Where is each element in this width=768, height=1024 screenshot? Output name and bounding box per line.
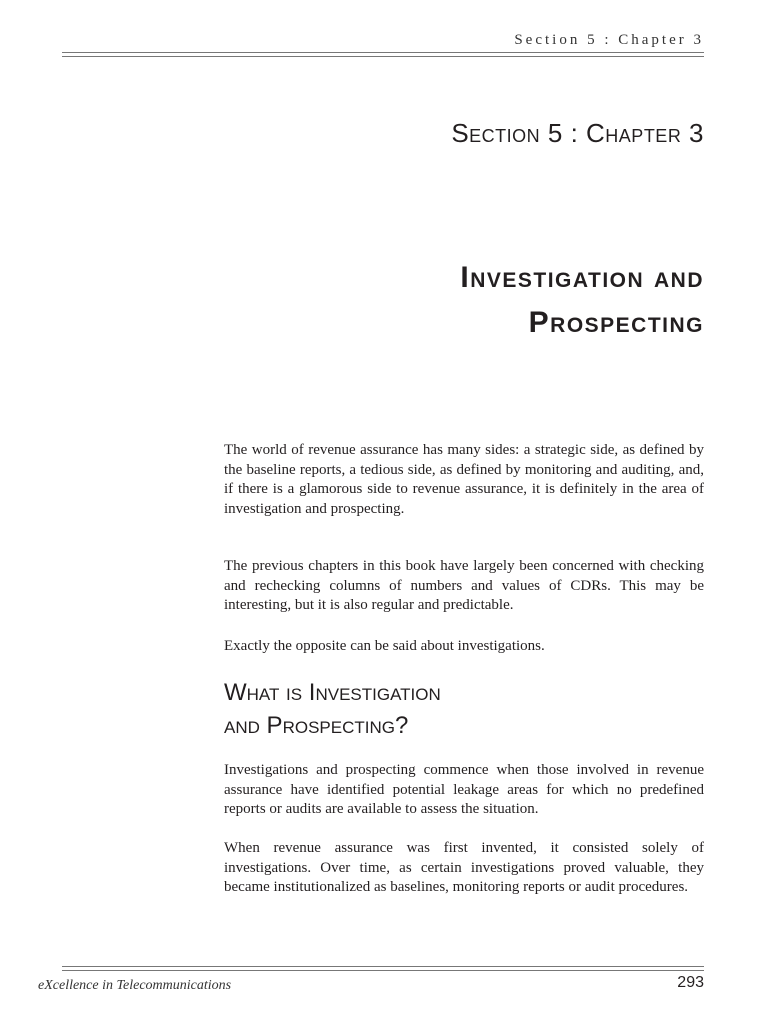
chapter-title <box>204 255 704 345</box>
chapter-title-line-1: Investigation and <box>460 261 704 294</box>
footer-book-title: eXcellence in Telecommunications <box>38 978 232 993</box>
paragraph-text: When revenue assurance was first invented, it consisted solely of investigations. Over time, as certain investigations proved valuable, they became institutionalized as baselines, monitoring reports or audit procedures. <box>224 840 704 895</box>
intro-paragraph-3 <box>224 637 704 657</box>
header-rule <box>62 52 704 57</box>
section-heading-line-1: What is Investigation <box>224 679 441 706</box>
chapter-title-line-2: Prospecting <box>528 306 704 339</box>
section-paragraph-1 <box>224 761 704 820</box>
paragraph-text: The world of revenue assurance has many sides: a strategic side, as defined by the baseline reports, a tedious side, as defined by monitoring and auditing, and, if there is a glamorous side to revenue assurance, it is definitely in the area of investigation and prospecting. <box>224 442 704 517</box>
section-heading <box>224 676 704 742</box>
intro-paragraph-1 <box>224 441 704 519</box>
running-header: Section 5 : Chapter 3 <box>514 32 704 48</box>
chapter-label: Section 5 : Chapter 3 <box>451 118 704 148</box>
section-paragraph-2 <box>224 839 704 898</box>
paragraph-text: Exactly the opposite can be said about investigations. <box>224 638 545 654</box>
paragraph-text: The previous chapters in this book have largely been concerned with checking and rechecking columns of numbers and values of CDRs. This may be interesting, but it is also regular and predictable. <box>224 558 704 613</box>
section-heading-line-2: and Prospecting? <box>224 712 409 739</box>
footer-rule <box>62 966 704 971</box>
page-number: 293 <box>677 974 704 991</box>
intro-paragraph-2 <box>224 557 704 616</box>
paragraph-text: Investigations and prospecting commence when those involved in revenue assurance have identified potential leakage areas for which no predefined reports or audits are available to assess the situation. <box>224 762 704 817</box>
